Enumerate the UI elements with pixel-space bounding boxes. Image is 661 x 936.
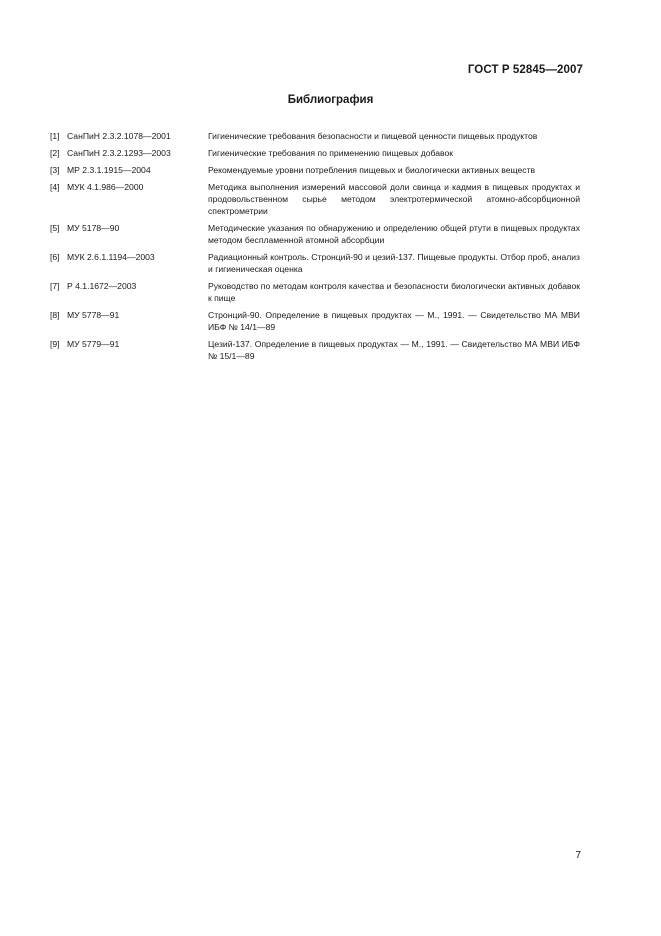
entry-number: [9]: [50, 339, 60, 349]
entry-number: [7]: [50, 281, 60, 291]
entry-title: Гигиенические требования по применению пищевых добавок: [208, 148, 454, 158]
entry-number: [1]: [50, 131, 60, 141]
bibliography-entry: [50, 222, 580, 246]
bibliography-list: [50, 130, 580, 367]
entry-title: Методические указания по обнаружению и определению общей ртути в пищевых продуктах методом беспламенной атомной абсорбции: [208, 223, 580, 245]
entry-title: Руководство по методам контроля качества и безопасности биологически активных добавок к пище: [208, 281, 580, 303]
entry-title: Цезий-137. Определение в пищевых продуктах — М., 1991. — Свидетельство МА МВИ ИБФ № 15/1—89: [208, 339, 580, 361]
standard-code: ГОСТ Р 52845—2007: [467, 64, 583, 76]
bibliography-entry: [50, 130, 580, 142]
bibliography-entry: [50, 147, 580, 159]
entry-code: МУК 4.1.986—2000: [67, 182, 144, 192]
entry-code: МУ 5178—90: [67, 223, 120, 233]
entry-title: Радиационный контроль. Стронций-90 и цезий-137. Пищевые продукты. Отбор проб, анализ и гигиеническая оценка: [208, 252, 580, 274]
entry-code: МР 2.3.1.1915—2004: [67, 165, 151, 175]
bibliography-entry: [50, 164, 580, 176]
entry-code: МУ 5779—91: [67, 339, 120, 349]
bibliography-entry: [50, 309, 580, 333]
entry-code: Р 4.1.1672—2003: [67, 281, 137, 291]
entry-number: [3]: [50, 165, 60, 175]
bibliography-entry: [50, 251, 580, 275]
bibliography-entry: [50, 181, 580, 217]
entry-number: [4]: [50, 182, 60, 192]
bibliography-entry: [50, 280, 580, 304]
bibliography-entry: [50, 338, 580, 362]
entry-code: СанПиН 2.3.2.1293—2003: [67, 148, 171, 158]
entry-code: МУ 5778—91: [67, 310, 120, 320]
entry-title: Стронций-90. Определение в пищевых продуктах — М., 1991. — Свидетельство МА МВИ ИБФ № 14/1—89: [208, 310, 580, 332]
entry-code: СанПиН 2.3.2.1078—2001: [67, 131, 171, 141]
entry-title: Методика выполнения измерений массовой доли свинца и кадмия в пищевых продуктах и продовольственном сырье методом электротермической атомно-абсорбционной спектрометрии: [208, 182, 580, 216]
entry-number: [6]: [50, 252, 60, 262]
page-number: 7: [575, 850, 581, 861]
entry-number: [8]: [50, 310, 60, 320]
entry-code: МУК 2.6.1.1194—2003: [67, 252, 155, 262]
section-title: Библиография: [287, 94, 374, 106]
entry-title: Рекомендуемые уровни потребления пищевых и биологически активных веществ: [208, 165, 536, 175]
entry-number: [5]: [50, 223, 60, 233]
entry-title: Гигиенические требования безопасности и пищевой ценности пищевых продуктов: [208, 131, 538, 141]
entry-number: [2]: [50, 148, 60, 158]
